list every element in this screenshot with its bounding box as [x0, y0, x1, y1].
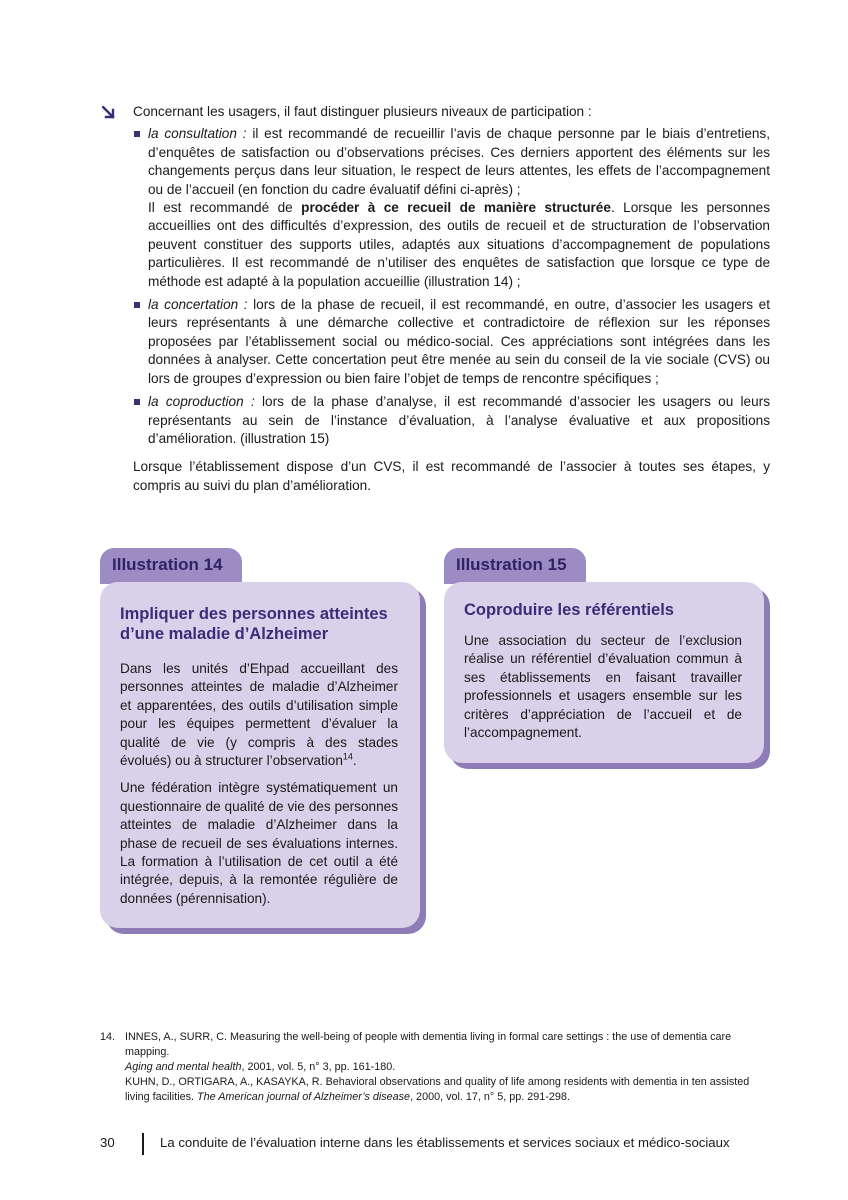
square-bullet-icon	[134, 302, 140, 308]
bullet-text: lors de la phase d’analyse, il est recommandé d’associer les usagers ou leurs représentants au sein de l’instance d’évaluation, à l’analyse évaluative et aux propositions d’amélioration. (illustration 15)	[148, 394, 770, 446]
page-footer	[100, 1133, 790, 1157]
illustration-14-tab: Illustration 14	[100, 548, 242, 584]
list-item-concertation	[133, 296, 770, 388]
footnote-citation: KUHN, D., ORTIGARA, A., KASAYKA, R. Behavioral observations and quality of life among residents with dementia in ten assisted living facilities.	[125, 1076, 750, 1103]
bullet-term: la consultation :	[148, 126, 247, 142]
journal-title: Aging and mental health	[125, 1061, 242, 1073]
illustration-14-paragraph-2: Une fédération intègre systématiquement un questionnaire de qualité de vie des personnes atteintes de maladie d’Alzheimer dans la phase de recueil de ses évaluations internes. La formation à l’utilisation de cet outil a été intégrée, depuis, à la remontée régulière de données (pérennisation).	[120, 780, 398, 906]
illustration-14-card	[100, 582, 420, 928]
journal-title: The American journal of Alzheimer’s disease	[197, 1091, 411, 1103]
footnote	[100, 1030, 770, 1105]
illustration-15-card	[444, 582, 764, 763]
square-bullet-icon	[134, 131, 140, 137]
footer-title: La conduite de l’évaluation interne dans les établissements et services sociaux et médico-sociaux	[160, 1135, 730, 1150]
participation-levels-list	[100, 125, 770, 448]
closing-paragraph: Lorsque l’établissement dispose d’un CVS, il est recommandé de l’associer à toutes ses étapes, y compris au suivi du plan d’amélioration.	[133, 459, 770, 493]
footnote-body	[125, 1030, 770, 1105]
illustration-14-title: Impliquer des personnes atteintes d’une maladie d’Alzheimer	[120, 605, 388, 643]
paragraph-text-end: .	[352, 753, 357, 769]
footnote-line: INNES, A., SURR, C. Measuring the well-being of people with dementia living in formal care settings : the use of dementia care mapping.	[125, 1031, 732, 1058]
footer-divider	[142, 1133, 144, 1155]
bullet-term: la concertation :	[148, 297, 248, 313]
illustration-15-title: Coproduire les référentiels	[464, 601, 674, 619]
list-item-coproduction	[133, 393, 770, 448]
footnote-reference: 14	[342, 751, 353, 762]
illustration-15-paragraph-1: Une association du secteur de l’exclusion réalise un référentiel d’évaluation commun à ses établissements en faisant travailler professionnels et usagers ensemble sur les critères d’appréciation de l’accueil et de l’accompagnement.	[464, 633, 742, 741]
illustration-15-box	[444, 546, 774, 771]
arrow-down-right-icon	[102, 106, 115, 119]
bullet-text-part: Il est recommandé de	[148, 200, 293, 216]
bold-phrase: procéder à ce recueil de manière structurée	[301, 200, 611, 216]
footnote-citation: , 2000, vol. 17, n° 5, pp. 291-298.	[410, 1091, 570, 1103]
bullet-text: lors de la phase de recueil, il est recommandé, en outre, d’associer les usagers et leurs représentants à une démarche collective et contradictoire de réflexion sur les réponses proposées par l’établissement social ou médico-social. Ces appréciations sont intégrées dans les données à analyser. Cette concertation peut être menée au sein du conseil de la vie sociale (CVS) ou lors de groupes d’expression ou bien faire l’objet de temps de rencontre spécifiques ;	[148, 297, 770, 386]
illustration-15-body	[464, 632, 742, 742]
illustration-14-body	[120, 660, 398, 908]
paragraph-text: Dans les unités d’Ehpad accueillant des personnes atteintes de maladie d’Alzheimer et apparentées, des outils d’utilisation simple pour les équipes permettent d’évaluer la qualité de vie (y compris à des stades évolués) ou à structurer l’observation	[120, 661, 398, 769]
illustration-14-box	[100, 546, 430, 936]
bullet-second-paragraph	[148, 199, 770, 291]
footnote-citation: , 2001, vol. 5, n° 3, pp. 161-180.	[241, 1061, 396, 1073]
intro-lead-text: Concernant les usagers, il faut distinguer plusieurs niveaux de participation :	[133, 104, 592, 119]
footnote-line	[125, 1075, 770, 1105]
footnote-number: 14.	[100, 1031, 116, 1043]
intro-lead	[100, 103, 770, 121]
bullet-text: il est recommandé de recueillir l’avis de chaque personne par le biais d’entretiens, d’enquêtes de satisfaction ou d’observations précises. Ces derniers apportent des éléments sur les changements perçus dans leur situation, le respect de leurs attentes, les effets de l’accompagnement ou de l’accueil (en fonction du cadre évaluatif défini ci-après) ;	[148, 126, 771, 197]
bullet-text-part: . Lorsque les personnes accueillies ont des difficultés d’expression, des outils de recueil et de structuration de l’observation peuvent constituer des supports utiles, adaptés aux situations d’accompagnement de populations particulières. Il est recommandé de n’utiliser des enquêtes de satisfaction que lorsque ce type de méthode est adapté à la population accueillie (illustration 14) ;	[148, 200, 771, 289]
footnote-line	[125, 1060, 770, 1075]
illustration-14-paragraph-1	[120, 660, 398, 770]
illustration-15-tab: Illustration 15	[444, 548, 586, 584]
page-number: 30	[100, 1135, 115, 1150]
participation-section	[100, 103, 770, 495]
bullet-term: la coproduction :	[148, 394, 255, 410]
square-bullet-icon	[134, 399, 140, 405]
list-item-consultation	[133, 125, 770, 291]
